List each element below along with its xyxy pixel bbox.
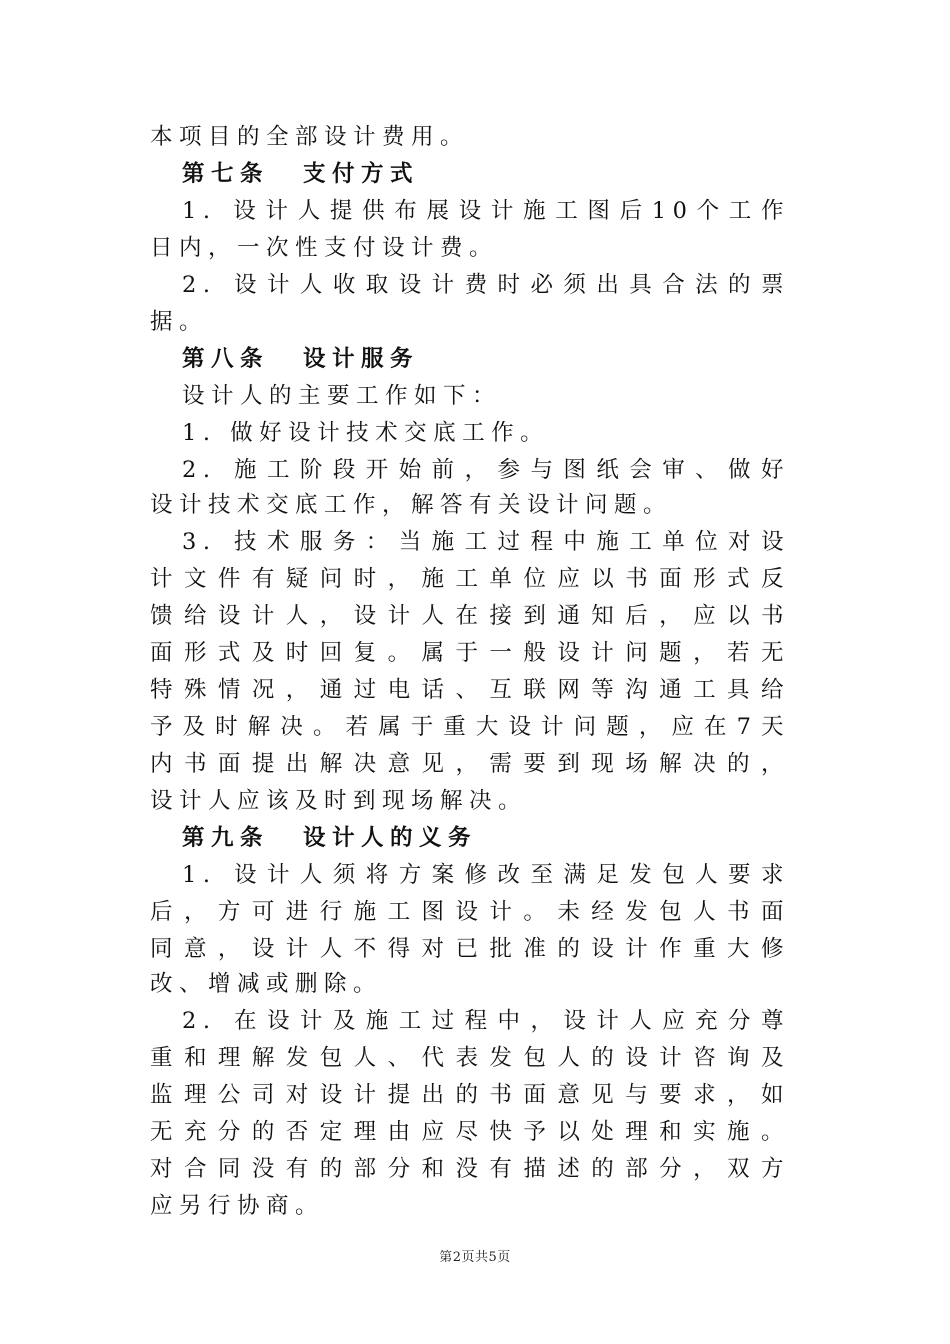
body-line: 对合同没有的部分和没有描述的部分，双方	[150, 1156, 790, 1182]
body-line: 1. 设计人提供布展设计施工图后10个工作	[182, 198, 790, 224]
body-line: 1. 设计人须将方案修改至满足发包人要求	[182, 862, 790, 888]
body-line: 据。	[150, 309, 209, 335]
body-line: 重和理解发包人、代表发包人的设计咨询及	[150, 1045, 790, 1071]
body-line: 改、增减或删除。	[150, 971, 383, 997]
body-line: 特殊情况，通过电话、互联网等沟通工具给	[150, 677, 790, 703]
article-number: 第九条	[182, 825, 270, 851]
body-line: 监理公司对设计提出的书面意见与要求，如	[150, 1082, 790, 1108]
body-line: 面形式及时回复。属于一般设计问题，若无	[150, 640, 790, 666]
body-line: 同意，设计人不得对已批准的设计作重大修	[150, 936, 790, 962]
body-line: 应另行协商。	[150, 1193, 325, 1219]
article-number: 第八条	[182, 346, 270, 372]
body-line: 后，方可进行施工图设计。未经发包人书面	[150, 899, 790, 925]
body-line: 内书面提出解决意见，需要到现场解决的，	[150, 751, 790, 777]
article-title: 支付方式	[303, 161, 420, 187]
article-title: 设计服务	[303, 346, 420, 372]
body-line: 2. 在设计及施工过程中，设计人应充分尊	[182, 1008, 790, 1034]
body-line: 2. 设计人收取设计费时必须出具合法的票	[182, 272, 790, 298]
body-line: 设计人应该及时到现场解决。	[150, 788, 528, 814]
article-heading-7	[182, 160, 790, 188]
article-heading-8	[182, 345, 790, 373]
body-line: 3. 技术服务：当施工过程中施工单位对设	[182, 529, 790, 555]
body-line: 日内，一次性支付设计费。	[150, 235, 499, 261]
body-line: 予及时解决。若属于重大设计问题，应在7天	[150, 714, 790, 740]
body-line: 设计技术交底工作，解答有关设计问题。	[150, 492, 673, 518]
body-line: 1. 做好设计技术交底工作。	[182, 420, 550, 446]
article-number: 第七条	[182, 161, 270, 187]
body-line: 设计人的主要工作如下：	[182, 383, 502, 409]
body-line: 本项目的全部设计费用。	[150, 124, 470, 150]
body-line: 馈给设计人，设计人在接到通知后，应以书	[150, 603, 790, 629]
body-line: 2. 施工阶段开始前，参与图纸会审、做好	[182, 457, 790, 483]
body-line: 无充分的否定理由应尽快予以处理和实施。	[150, 1119, 790, 1145]
article-title: 设计人的义务	[303, 825, 478, 851]
page-number-footer: 第2页共5页	[439, 1250, 511, 1265]
body-line: 计文件有疑问时，施工单位应以书面形式反	[150, 566, 790, 592]
article-heading-9	[182, 824, 790, 852]
